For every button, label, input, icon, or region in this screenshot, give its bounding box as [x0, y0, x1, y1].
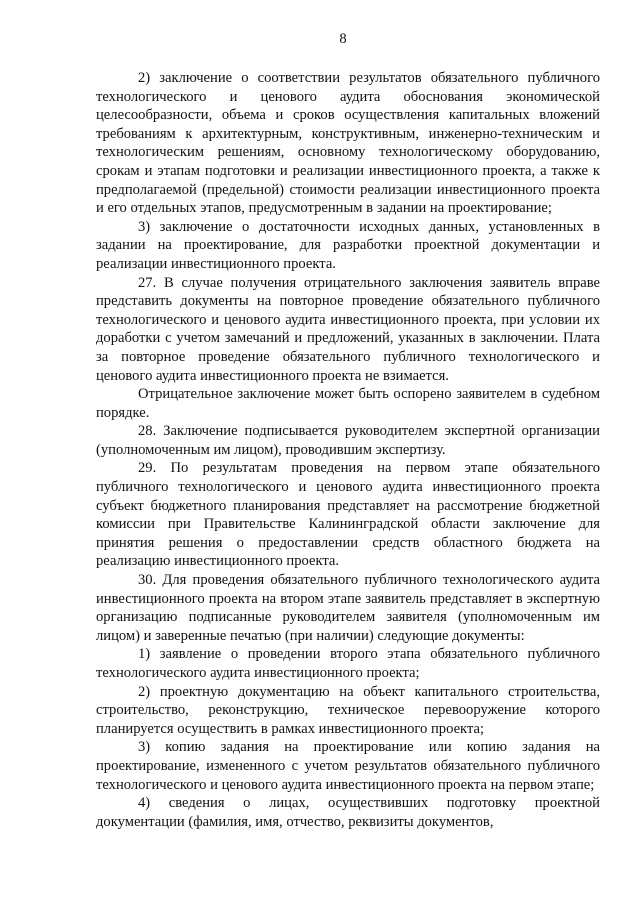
- paragraph-doc-2: 2) проектную документацию на объект капитального строительства, строительство, реконструкцию, техническое перевооружение которого планируется осуществить в рамках инвестиционного проекта;: [96, 683, 600, 737]
- paragraph-item-29: 29. По результатам проведения на первом этапе обязательного публичного технологического и ценового аудита инвестиционного проекта субъект бюджетного планирования представляет на рассмотрение бюджетной комиссии при Правительстве Калининградской области заключение для принятия решения о предоставлении средств областного бюджета на реализацию инвестиционного проекта.: [96, 460, 600, 570]
- paragraph-item-28: 28. Заключение подписывается руководителем экспертной организации (уполномоченным им лицом), проводившим экспертизу.: [96, 423, 600, 458]
- paragraph-conclusion-2: 2) заключение о соответствии результатов обязательного публичного технологического и ценового аудита обоснования экономической целесообразности, объема и сроков осуществления капитальных вложений требованиям к архитектурным, конструктивным, инженерно-техническим и технологическим решениям, основному технологическому оборудованию, срокам и этапам подготовки и реализации инвестиционного проекта, а также к предполагаемой (предельной) стоимости реализации инвестиционного проекта и его отдельных этапов, предусмотренным в задании на проектирование;: [96, 70, 600, 217]
- paragraph-doc-3: 3) копию задания на проектирование или копию задания на проектирование, измененного с учетом результатов обязательного публичного технологического и ценового аудита инвестиционного проекта на первом этапе;: [96, 739, 600, 793]
- page-number: 8: [339, 31, 347, 47]
- paragraph-conclusion-3: 3) заключение о достаточности исходных данных, установленных в задании на проектирование, для разработки проектной документации и реализации инвестиционного проекта.: [96, 218, 600, 272]
- paragraph-item-27: 27. В случае получения отрицательного заключения заявитель вправе представить документы на повторное проведение обязательного публичного технологического и ценового аудита инвестиционного проекта, при условии их доработки с учетом замечаний и предложений, указанных в заключении. Плата за повторное проведение обязательного публичного технологического и ценового аудита инвестиционного проекта не взимается.: [96, 274, 600, 384]
- paragraph-doc-1: 1) заявление о проведении второго этапа обязательного публичного технологического аудита инвестиционного проекта;: [96, 646, 600, 681]
- document-body: [96, 69, 600, 831]
- paragraph-appeal: Отрицательное заключение может быть оспорено заявителем в судебном порядке.: [96, 386, 600, 421]
- paragraph-item-30: 30. Для проведения обязательного публичного технологического аудита инвестиционного проекта на втором этапе заявитель представляет в экспертную организацию подписанные руководителем заявителя (уполномоченным им лицом) и заверенные печатью (при наличии) следующие документы:: [96, 572, 600, 644]
- paragraph-doc-4: 4) сведения о лицах, осуществивших подготовку проектной документации (фамилия, имя, отчество, реквизиты документов,: [96, 795, 600, 830]
